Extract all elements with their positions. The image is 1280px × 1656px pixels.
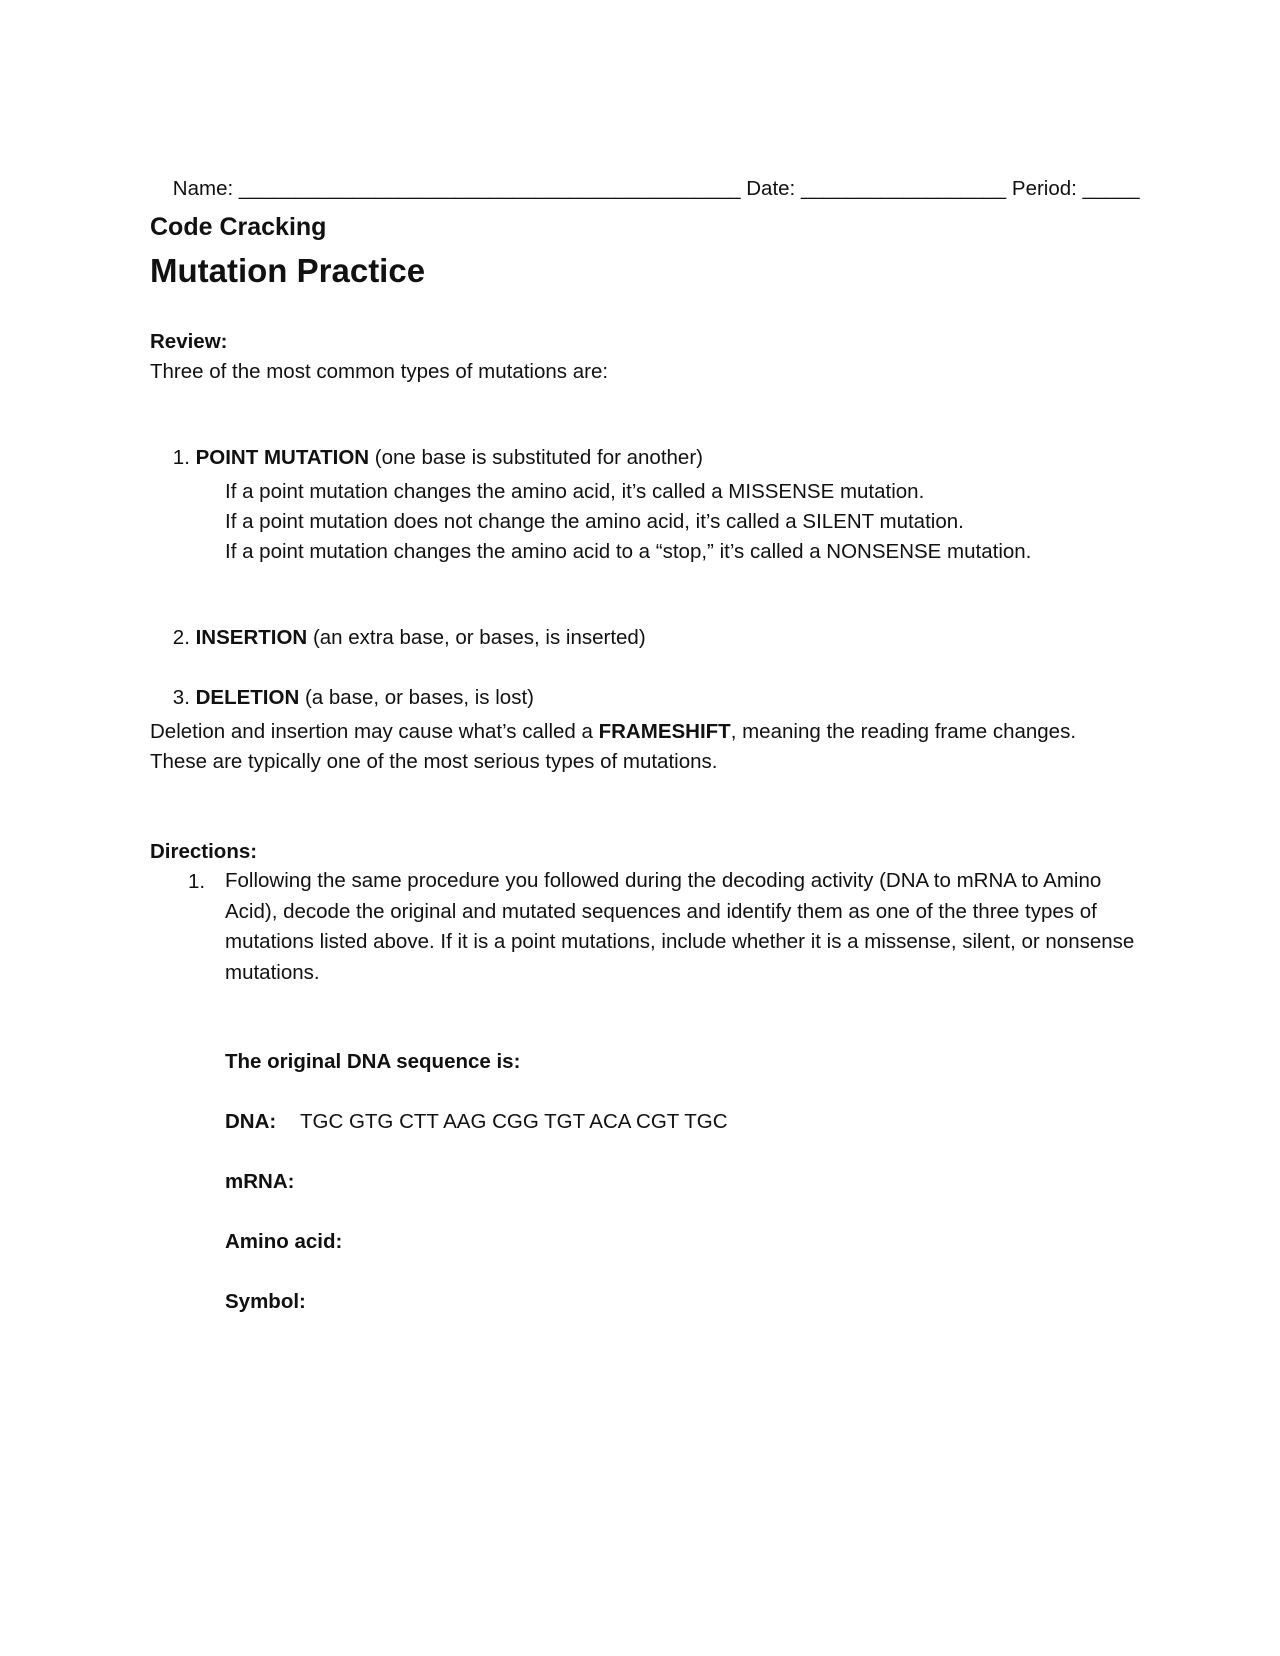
item-description: (one base is substituted for another) bbox=[374, 446, 703, 469]
item-description: (an extra base, or bases, is inserted) bbox=[312, 626, 646, 649]
dna-row bbox=[225, 1109, 728, 1135]
point-nonsense-line: If a point mutation changes the amino acid to a “stop,” it’s called a NONSENSE mutation. bbox=[225, 540, 1032, 563]
review-intro: Three of the most common types of mutations are: bbox=[150, 360, 609, 383]
dna-value: TGC GTG CTT AAG CGG TGT ACA CGT TGC bbox=[300, 1110, 728, 1133]
frameshift-post: , meaning the reading frame changes. bbox=[730, 720, 1077, 743]
directions-heading: Directions: bbox=[150, 840, 258, 863]
item-number: 2. bbox=[172, 626, 190, 649]
review-heading: Review: bbox=[150, 330, 228, 353]
item-number: 1. bbox=[172, 446, 190, 469]
page-title: Mutation Practice bbox=[150, 252, 426, 289]
date-blank: __________________ bbox=[800, 177, 1007, 200]
point-silent-line: If a point mutation does not change the amino acid, it’s called a SILENT mutation. bbox=[225, 510, 964, 533]
period-label: Period: bbox=[1011, 177, 1077, 200]
point-missense-line: If a point mutation changes the amino acid, it’s called a MISSENSE mutation. bbox=[225, 480, 925, 503]
date-label: Date: bbox=[746, 177, 796, 200]
item-description: (a base, or bases, is lost) bbox=[304, 686, 534, 709]
frameshift-line-2: These are typically one of the most serious types of mutations. bbox=[150, 750, 718, 773]
item-term: DELETION bbox=[195, 686, 300, 709]
item-number: 3. bbox=[172, 686, 190, 709]
name-blank: ____________________________________________ bbox=[238, 177, 741, 200]
subtitle: Code Cracking bbox=[150, 213, 327, 241]
symbol-label: Symbol: bbox=[225, 1290, 306, 1313]
frameshift-pre: Deletion and insertion may cause what’s called a bbox=[150, 720, 593, 743]
step-text: Following the same procedure you followed during the decoding activity (DNA to mRNA to Amino Acid), decode the original and mutated sequences and identify them as one of the three types of mutations listed above. If it is a point mutations, include whether it is a missense, silent, or nonsense mutations. bbox=[225, 869, 1135, 984]
mrna-label: mRNA: bbox=[225, 1170, 295, 1193]
sequence-heading: The original DNA sequence is: bbox=[225, 1050, 521, 1073]
period-blank: _____ bbox=[1082, 177, 1140, 200]
amino-acid-label: Amino acid: bbox=[225, 1230, 343, 1253]
frameshift-line bbox=[150, 719, 1076, 745]
name-label: Name: bbox=[172, 177, 234, 200]
frameshift-term: FRAMESHIFT bbox=[598, 720, 731, 743]
item-term: INSERTION bbox=[195, 626, 308, 649]
step-number: 1. bbox=[188, 870, 206, 893]
dna-label: DNA: bbox=[225, 1110, 277, 1133]
item-term: POINT MUTATION bbox=[195, 446, 370, 469]
